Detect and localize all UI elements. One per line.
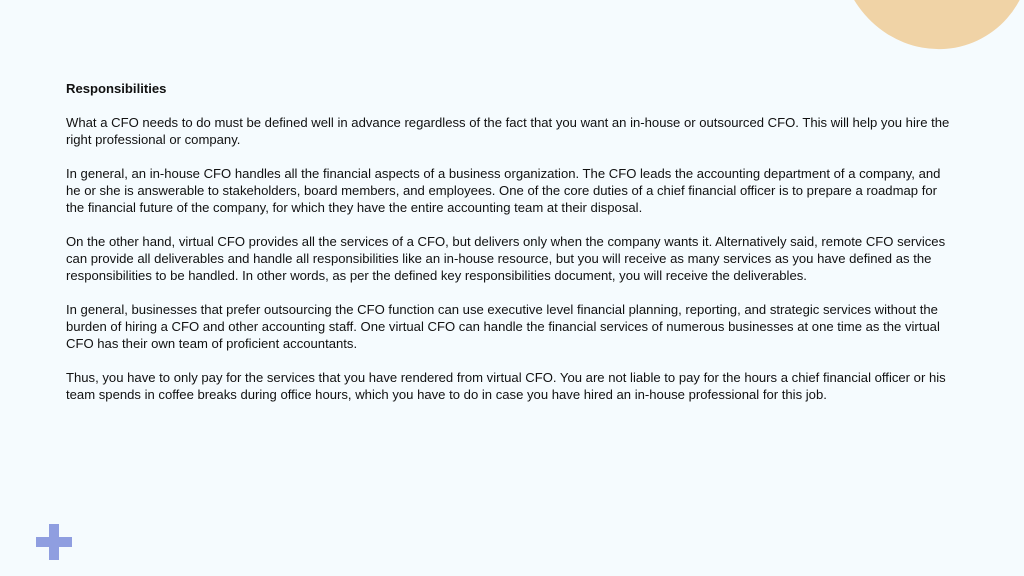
paragraph-3: On the other hand, virtual CFO provides all the services of a CFO, but delivers only when the company wants it. Alternatively said, remote CFO services can provide all deliverables and handle all responsibilities like an in-house resource, but you will receive as many services as you have defined as the responsibilities to be handled. In other words, as per the defined key responsibilities document, you will receive the deliverables. <box>66 234 946 283</box>
paragraph-1: What a CFO needs to do must be defined well in advance regardless of the fact that you want an in-house or outsourced CFO. This will help you hire the right professional or company. <box>66 115 950 147</box>
paragraph-2: In general, an in-house CFO handles all the financial aspects of a business organization. The CFO leads the accounting department of a company, and he or she is answerable to stakeholders, board members, and employees. One of the core duties of a chief financial officer is to prepare a roadmap for the financial future of the company, for which they have the entire accounting team at their disposal. <box>66 166 941 215</box>
decorative-corner-blob <box>807 0 1024 81</box>
document-body <box>66 80 958 420</box>
section-heading: Responsibilities <box>66 81 167 96</box>
plus-icon <box>36 524 72 560</box>
paragraph-4: In general, businesses that prefer outsourcing the CFO function can use executive level financial planning, reporting, and strategic services without the burden of hiring a CFO and other accounting staff. One virtual CFO can handle the financial services of numerous businesses at one time as the virtual CFO has their own team of proficient accountants. <box>66 302 940 351</box>
paragraph-5: Thus, you have to only pay for the services that you have rendered from virtual CFO. You are not liable to pay for the hours a chief financial officer or his team spends in coffee breaks during office hours, which you have to do in case you have hired an in-house professional for this job. <box>66 370 946 402</box>
plus-icon-vertical-bar <box>49 524 59 560</box>
